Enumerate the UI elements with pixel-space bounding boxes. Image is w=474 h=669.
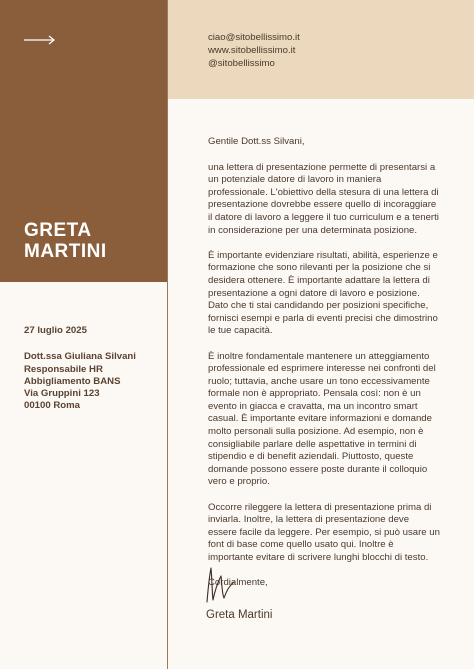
recipient-street: Via Gruppini 123 bbox=[24, 388, 100, 400]
paragraph-3: È inoltre fondamentale mantenere un atteggiamento professionale ed esprimere interesse nei confronti del ruolo; tuttavia, anche usare un tono eccessivamente formale non è appropriato. Pensala così: non è un evento in giacca e cravatta, ma un incontro smart casual. È importante evitare informazioni e domande molto personali sulla posizione. Ad esempio, non è consigliabile parlare delle aspettative in termini di stipendio e di benefit aziendali. Piuttosto, queste domande possono essere poste durante il colloquio vero e proprio. bbox=[208, 350, 436, 488]
contact-header bbox=[168, 0, 474, 99]
sender-last-name: MARTINI bbox=[24, 241, 107, 262]
letter-date: 27 luglio 2025 bbox=[24, 325, 87, 336]
contact-email: ciao@sitobellissimo.it bbox=[208, 32, 300, 43]
recipient-name: Dott.ssa Giuliana Silvani bbox=[24, 351, 136, 363]
recipient-block bbox=[24, 325, 159, 413]
vertical-divider bbox=[167, 0, 168, 669]
signature-name: Greta Martini bbox=[206, 609, 273, 621]
recipient-company: Abbigliamento BANS bbox=[24, 375, 121, 387]
paragraph-1: una lettera di presentazione permette di presentarsi a un potenziale datore di lavoro in maniera professionale. L'obiettivo della stesura di una lettera di presentazione dovrebbe essere quello di incoraggiare il datore di lavoro a leggere il tuo curriculum e a tenerti in considerazione per una determinata posizione. bbox=[208, 161, 439, 236]
contact-block bbox=[208, 31, 300, 70]
paragraph-2: È importante evidenziare risultati, abilità, esperienze e formazione che sono rilevanti per la posizione che si desidera ottenere. È importante adattare la lettera di presentazione a ogni datore di lavoro e posizione. Dato che ti stai candidando per posizioni specifiche, fornisci esempi e parla di eventi precisi che dimostrino le tue capacità. bbox=[208, 249, 438, 337]
recipient-role: Responsabile HR bbox=[24, 363, 103, 375]
closing: Cordialmente, bbox=[208, 577, 268, 589]
handwritten-signature bbox=[204, 566, 238, 606]
contact-social: @sitobellissimo bbox=[208, 58, 275, 69]
long-arrow-right-icon bbox=[24, 34, 56, 46]
letter-body bbox=[208, 136, 440, 602]
contact-website: www.sitobellissimo.it bbox=[208, 45, 296, 56]
sidebar-header bbox=[0, 0, 168, 282]
salutation: Gentile Dott.ss Silvani, bbox=[208, 136, 305, 147]
paragraph-4: Occorre rileggere la lettera di presentazione prima di inviarla. Inoltre, la lettera di presentazione deve essere facile da leggere. Per esempio, si può usare un font di base come quello usato qui. Inoltre è importante evitare di scrivere lunghi blocchi di testo. bbox=[208, 501, 440, 563]
sender-name bbox=[24, 220, 107, 262]
sender-first-name: GRETA bbox=[24, 220, 92, 241]
recipient-city: 00100 Roma bbox=[24, 400, 80, 412]
